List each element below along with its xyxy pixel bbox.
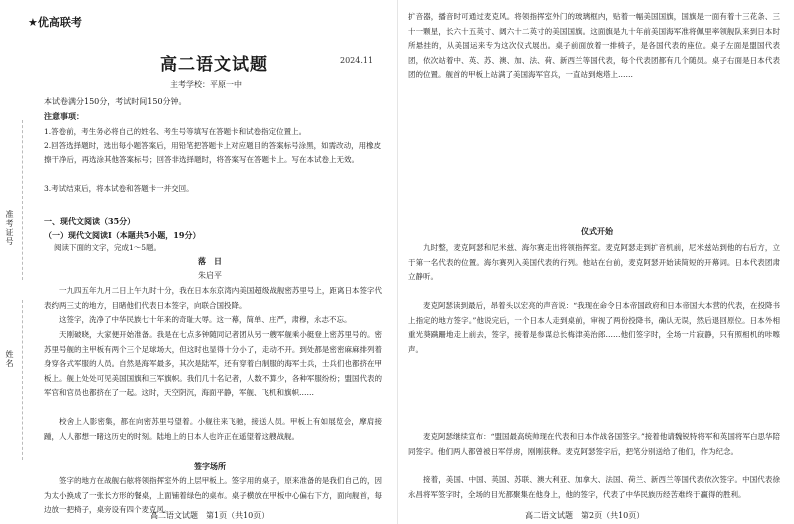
exam-meta: 本试卷满分150分，考试时间150分钟。 bbox=[44, 97, 187, 106]
paragraph: 这签字，洗净了中华民族七十年来的奇耻大辱。这一幕，简单、庄严，肃穆，永志不忘。 bbox=[59, 315, 352, 324]
paragraph: 接着，美国、中国、英国、苏联、澳大利亚、加拿大、法国、荷兰、新西兰等国代表依次签字。中国代表徐永昌将军签字时，全场的目光都聚集在他身上，他的签字，代表了中华民族历经苦难终于赢得的胜利。 bbox=[408, 475, 780, 499]
exam-date: 2024.11 bbox=[340, 56, 374, 65]
section-heading: 仪式开始 bbox=[581, 226, 613, 236]
note-2: 2.回答选择题时，选出每小题答案后，用铅笔把答题卡上对应题目的答案标号涂黑，如需改动，用橡皮擦干净后，再选涂其他答案标号；回答非选择题时，将答案写在答题卡上。写在本试卷上无效。 bbox=[44, 141, 382, 164]
instruction: 阅读下面的文字，完成1～5题。 bbox=[54, 243, 162, 252]
article-author: 朱启平 bbox=[198, 271, 222, 280]
subsection-heading: （一）现代文阅读Ⅰ（本题共5小题，19分） bbox=[44, 230, 201, 240]
exam-brand: ★优高联考 bbox=[28, 16, 82, 29]
note-1: 1.答卷前，考生务必将自己的姓名、考生号等填写在答题卡和试卷指定位置上。 bbox=[44, 127, 307, 136]
exam-number-label: 准考证号 bbox=[5, 210, 14, 246]
paragraph: 天刚破晓，大家便开始准备。我是在七点多钟随同记者团从另一艘军舰乘小艇登上密苏里号的。密苏里号舰的主甲板有两个三个足球场大，但这时也显得十分小了，走动不开。到处都是密密麻麻排列着身穿各式军服的人员。自然是海军最多，其次是陆军，还有穿着白制服的海军士兵，士兵们也都挤在甲板上。舰上处处可见美国国旗和三军旗帜。我们几十名记者，人数不算少，各种军服纷纷；盟国代表的军官和官员也都挤在了一起。这时，天空阴沉，海面平静，军舰、飞机和旗帜…… bbox=[44, 330, 382, 397]
paragraph: 签字的地方在战舰右舷将领指挥室外的上层甲板上。签字用的桌子，原来准备的是我们自己的，因为太小换成了一张长方形的餐桌，上面铺着绿色的桌布。桌子横放在甲板中心偏右下方，面向舰首，每边放一把椅子，桌旁设有四个麦克风。 bbox=[44, 476, 382, 514]
page-2 bbox=[397, 0, 794, 524]
page-footer: 高二语文试题 第2页（共10页） bbox=[525, 511, 645, 520]
paragraph: 扩音器，播音时可通过麦克风。将领指挥室外门的玻璃框内，贴着一幅美国国旗，国旗是一面有着十三花条、三十一颗星，长六十五英寸、阔六十二英寸的美国国旗。这面旗是九十年前美国海军准将佩里率领舰队来到日本时所悬挂的，从美国运来专为这次仪式展出。桌子前面放着一排椅子，是各国代表的座位。桌子左面是盟国代表团，依次站着中、英、苏、澳、加、法、荷、新西兰等国代表，每个代表团都有几个随员。桌子右面是日本代表团的位置。舰首的甲板上站满了美国海军官兵，一直站到炮塔上…… bbox=[408, 12, 780, 79]
notes-title: 注意事项： bbox=[44, 111, 84, 121]
name-label: 姓名 bbox=[5, 350, 14, 368]
article-title: 落 日 bbox=[198, 256, 222, 266]
binding-line bbox=[22, 120, 23, 280]
note-3: 3.考试结束后，将本试卷和答题卡一并交回。 bbox=[44, 184, 194, 193]
subheading: 签字场所 bbox=[194, 461, 226, 471]
paragraph: 校舍上人影密集，都在向密苏里号望着。小舰往来飞驰，接送人员。甲板上有如展览会，摩肩接踵，人人都想一睹这历史的时刻。陆地上的日本人也许正在遥望着这艘战舰。 bbox=[44, 417, 382, 441]
section-heading: 一、现代文阅读（35分） bbox=[44, 216, 136, 226]
paragraph: 麦克阿瑟读到最后，昂着头以宏亮的声音说：“我现在命令日本帝国政府和日本帝国大本营的代表，在投降书上指定的地方签字。”他说完后，一个日本人走到桌前，审视了两份投降书，确认无误，然后退回原位。日本外相重光葵蹒跚地走上前去，签字，接着是参谋总长梅津美治郎……他们签字时，全场一片寂静，只有照相机的咔嚓声。 bbox=[408, 301, 780, 354]
paragraph: 一九四五年九月二日上午九时十分，我在日本东京湾内美国超级战舰密苏里号上，距离日本签字代表约两三丈的地方，目睹他们代表日本签字，向联合国投降。 bbox=[44, 286, 382, 310]
paragraph: 麦克阿瑟继续宣布：“盟国最高统帅现在代表和日本作战各国签字。”接着他请魏锐特将军和英国将军白思华陪同签字。他们两人都曾被日军俘虏，刚刚获释。麦克阿瑟签字后，把笔分别送给了他们，作为纪念。 bbox=[408, 432, 780, 456]
page-footer: 高二语文试题 第1页（共10页） bbox=[150, 511, 270, 520]
host-school: 主考学校：平原一中 bbox=[170, 80, 242, 89]
page-title: 高二语文试题 bbox=[160, 55, 268, 75]
binding-line bbox=[22, 300, 23, 460]
paragraph: 九时整，麦克阿瑟和尼米兹、海尔赛走出将领指挥室。麦克阿瑟走到扩音机前，尼米兹站到他的右后方，立于第一名代表的位置。海尔赛列入美国代表的行列。他站在台前，麦克阿瑟开始读简短的开幕词。日本代表团肃立静听。 bbox=[408, 243, 780, 281]
